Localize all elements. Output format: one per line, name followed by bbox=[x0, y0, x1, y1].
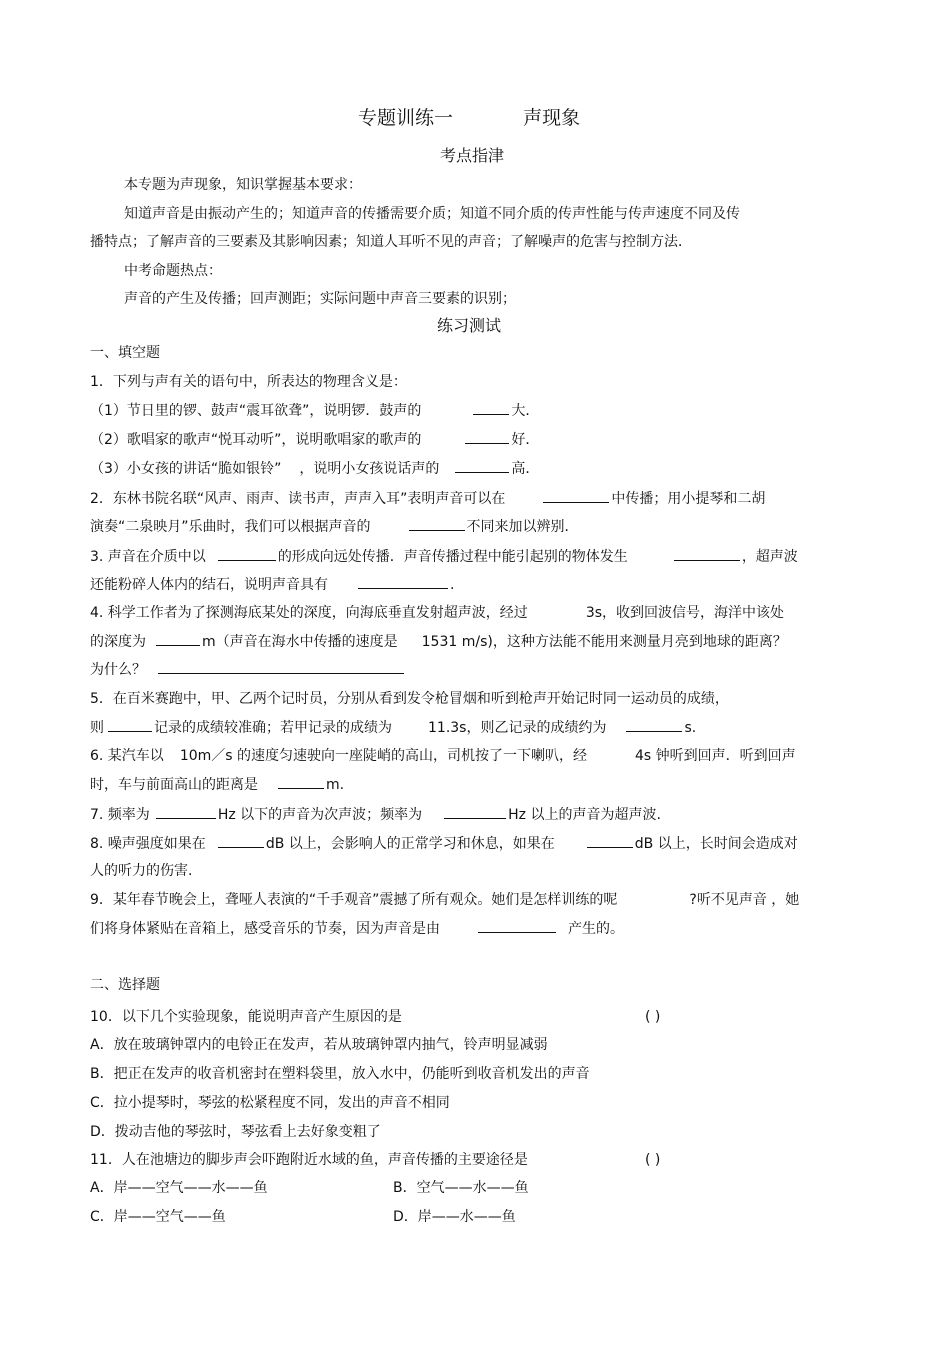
question-10-answer-paren[interactable]: ( ) bbox=[645, 1009, 661, 1025]
question-3-line-2: 还能粉碎人体内的结石，说明声音具有 . bbox=[90, 574, 454, 595]
question-1-2: （2）歌唱家的歌声“悦耳动听”，说明歌唱家的歌声的 好． bbox=[90, 429, 539, 450]
question-2-line-1: 2．东林书院名联“风声、雨声、读书声，声声入耳”表明声音可以在 中传播；用小提琴和二胡 bbox=[90, 488, 765, 509]
answer-blank[interactable] bbox=[455, 458, 509, 473]
question-4-line-1: 4. 科学工作者为了探测海底某处的深度，向海底垂直发射超声波，经过 3s，收到回波信号，海洋中该处 bbox=[90, 605, 785, 621]
answer-blank[interactable] bbox=[158, 659, 404, 674]
answer-blank[interactable] bbox=[278, 774, 324, 789]
question-10-option-d[interactable]: D．拨动吉他的琴弦时，琴弦看上去好象变粗了 bbox=[90, 1124, 381, 1140]
answer-blank[interactable] bbox=[409, 516, 465, 531]
choice-heading: 二、选择题 bbox=[90, 977, 160, 993]
question-1: 1．下列与声有关的语句中，所表达的物理含义是： bbox=[90, 374, 407, 390]
question-10: 10．以下几个实验现象，能说明声音产生原因的是 bbox=[90, 1009, 402, 1025]
doc-title-left: 专题训练一 bbox=[358, 107, 454, 129]
answer-blank[interactable] bbox=[444, 804, 506, 819]
question-1-1: （1）节日里的锣、鼓声“震耳欲聋”，说明锣．鼓声的 大． bbox=[90, 400, 539, 421]
question-4-line-3: 为什么？ bbox=[90, 659, 406, 680]
answer-blank[interactable] bbox=[156, 804, 216, 819]
question-11-option-a[interactable]: A．岸——空气——水——鱼 bbox=[90, 1180, 268, 1196]
question-10-option-b[interactable]: B．把正在发声的收音机密封在塑料袋里，放入水中，仍能听到收音机发出的声音 bbox=[90, 1066, 590, 1082]
question-3-line-1: 3. 声音在介质中以 的形成向远处传播．声音传播过程中能引起别的物体发生 ，超声波 bbox=[90, 546, 798, 567]
question-7: 7. 频率为 Hz 以下的声音为次声波；频率为 Hz 以上的声音为超声波. bbox=[90, 804, 661, 825]
question-10-option-a[interactable]: A．放在玻璃钟罩内的电铃正在发声，若从玻璃钟罩内抽气，铃声明显减弱 bbox=[90, 1037, 548, 1053]
answer-blank[interactable] bbox=[465, 429, 509, 444]
section-heading-kaodian: 考点指津 bbox=[440, 146, 505, 165]
question-11-option-c[interactable]: C．岸——空气——鱼 bbox=[90, 1209, 226, 1225]
section-heading-lianxi: 练习测试 bbox=[437, 316, 502, 335]
question-11: 11．人在池塘边的脚步声会吓跑附近水域的鱼，声音传播的主要途径是 bbox=[90, 1152, 528, 1168]
intro-line-1: 本专题为声现象，知识掌握基本要求： bbox=[124, 177, 362, 193]
doc-title-right: 声现象 bbox=[523, 107, 581, 129]
question-2-line-2: 演奏“二泉映月”乐曲时，我们可以根据声音的 不同来加以辨别． bbox=[90, 516, 579, 537]
question-8-line-2: 人的听力的伤害. bbox=[90, 863, 193, 879]
question-11-answer-paren[interactable]: ( ) bbox=[645, 1152, 661, 1168]
answer-blank[interactable] bbox=[543, 488, 609, 503]
answer-blank[interactable] bbox=[478, 918, 556, 933]
answer-blank[interactable] bbox=[674, 546, 740, 561]
question-5-line-2: 则 记录的成绩较准确；若甲记录的成绩为 11.3s，则乙记录的成绩约为 s. bbox=[90, 717, 696, 738]
answer-blank[interactable] bbox=[218, 546, 276, 561]
answer-blank[interactable] bbox=[218, 833, 264, 848]
answer-blank[interactable] bbox=[473, 400, 509, 415]
question-8-line-1: 8. 噪声强度如果在 dB 以上，会影响人的正常学习和休息，如果在 dB 以上，长时间会造成对 bbox=[90, 833, 798, 854]
question-6-line-1: 6. 某汽车以 10m／s 的速度匀速驶向一座陡峭的高山，司机按了一下喇叭，经 4s 钟听到回声．听到回声 bbox=[90, 748, 796, 764]
question-11-option-b[interactable]: B．空气——水——鱼 bbox=[393, 1180, 529, 1196]
question-5-line-1: 5．在百米赛跑中，甲、乙两个记时员，分别从看到发令枪冒烟和听到枪声开始记时同一运动员的成绩， bbox=[90, 691, 729, 707]
intro-line-3: 中考命题热点： bbox=[124, 263, 222, 279]
answer-blank[interactable] bbox=[108, 717, 152, 732]
answer-blank[interactable] bbox=[626, 717, 682, 732]
doc-title bbox=[358, 105, 580, 131]
question-11-option-d[interactable]: D．岸——水——鱼 bbox=[393, 1209, 516, 1225]
question-9-line-1: 9．某年春节晚会上，聋哑人表演的“千手观音”震撼了所有观众。她们是怎样训练的呢 ?听不见声音 ，她 bbox=[90, 892, 800, 908]
question-10-option-c[interactable]: C．拉小提琴时，琴弦的松紧程度不同，发出的声音不相同 bbox=[90, 1095, 450, 1111]
answer-blank[interactable] bbox=[156, 631, 200, 646]
answer-blank[interactable] bbox=[587, 833, 633, 848]
question-1-3: （3）小女孩的讲话“脆如银铃” ，说明小女孩说话声的 高． bbox=[90, 458, 539, 479]
fill-heading: 一、填空题 bbox=[90, 345, 160, 361]
question-4-line-2: 的深度为 m（声音在海水中传播的速度是 1531 m/s)，这种方法能不能用来测量月亮到地球的距离？ bbox=[90, 631, 787, 652]
answer-blank[interactable] bbox=[358, 574, 448, 589]
intro-line-2a: 知道声音是由振动产生的；知道声音的传播需要介质；知道不同介质的传声性能与传声速度不同及传 bbox=[124, 206, 740, 222]
intro-line-4: 声音的产生及传播；回声测距；实际问题中声音三要素的识别； bbox=[124, 291, 516, 307]
intro-line-2b: 播特点；了解声音的三要素及其影响因素；知道人耳听不见的声音；了解噪声的危害与控制方法． bbox=[90, 234, 692, 250]
question-6-line-2: 时，车与前面高山的距离是 m. bbox=[90, 774, 344, 795]
question-9-line-2: 们将身体紧贴在音箱上，感受音乐的节奏，因为声音是由 产生的。 bbox=[90, 918, 624, 939]
